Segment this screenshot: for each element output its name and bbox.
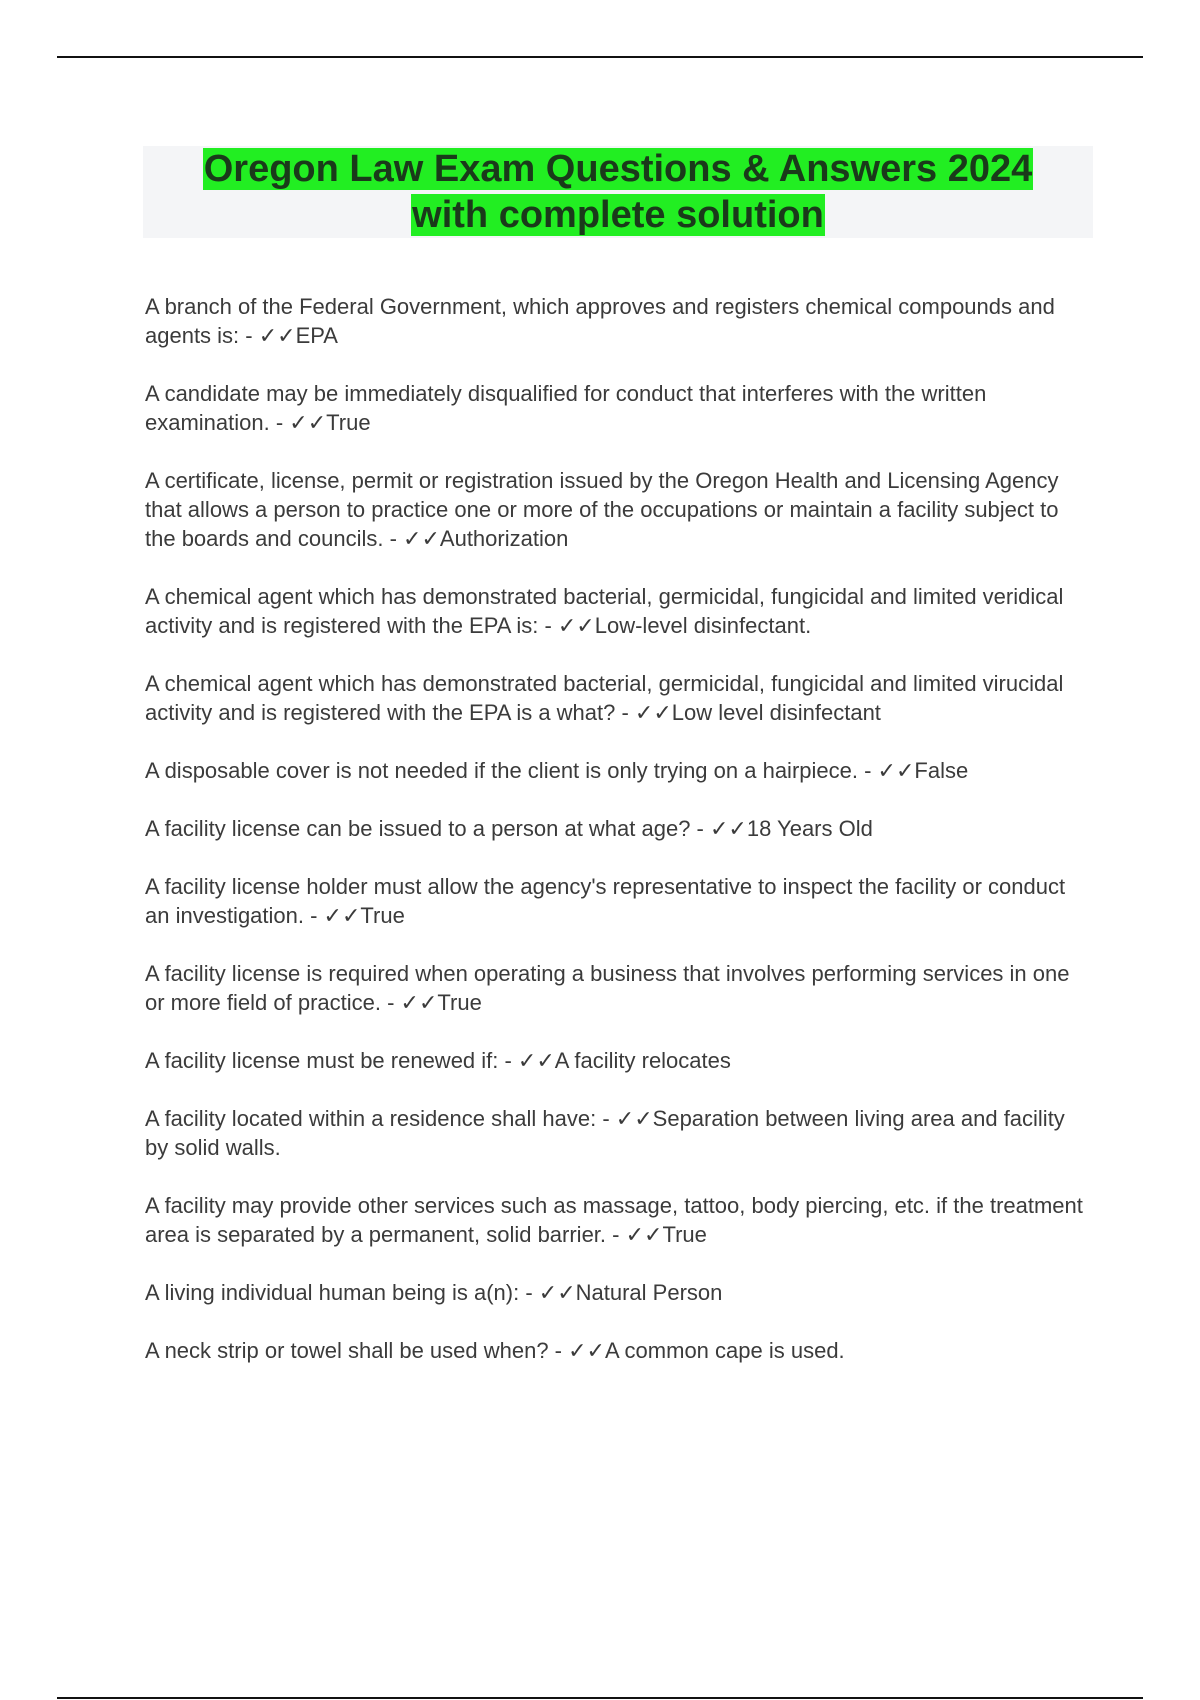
- bottom-rule: [57, 1697, 1143, 1699]
- qa-item: A facility located within a residence shall have: - ✓✓Separation between living area and facility by solid walls.: [145, 1106, 1065, 1160]
- title-line-2: with complete solution: [412, 194, 824, 236]
- qa-item: A chemical agent which has demonstrated bacterial, germicidal, fungicidal and limited veridical activity and is registered with the EPA is: - ✓✓Low-level disinfectant.: [145, 584, 1064, 638]
- qa-item: A certificate, license, permit or registration issued by the Oregon Health and Licensing Agency that allows a person to practice one or more of the occupations or maintain a facility subject to the boards and councils. - ✓✓Authorization: [145, 468, 1059, 551]
- qa-item: A facility license must be renewed if: - ✓✓A facility relocates: [145, 1048, 731, 1073]
- qa-item: A facility license can be issued to a person at what age? - ✓✓18 Years Old: [145, 816, 873, 841]
- top-rule: [57, 56, 1143, 58]
- qa-item: A disposable cover is not needed if the client is only trying on a hairpiece. - ✓✓False: [145, 758, 969, 783]
- qa-item: A chemical agent which has demonstrated bacterial, germicidal, fungicidal and limited virucidal activity and is registered with the EPA is a what? - ✓✓Low level disinfectant: [145, 671, 1064, 725]
- qa-list: [145, 292, 1085, 1394]
- qa-item: A living individual human being is a(n): - ✓✓Natural Person: [145, 1280, 723, 1305]
- qa-item: A neck strip or towel shall be used when? - ✓✓A common cape is used.: [145, 1338, 845, 1363]
- qa-item: A facility may provide other services such as massage, tattoo, body piercing, etc. if the treatment area is separated by a permanent, solid barrier. - ✓✓True: [145, 1193, 1083, 1247]
- qa-item: A candidate may be immediately disqualified for conduct that interferes with the written examination. - ✓✓True: [145, 381, 987, 435]
- qa-item: A branch of the Federal Government, which approves and registers chemical compounds and agents is: - ✓✓EPA: [145, 294, 1055, 348]
- title-block: [143, 146, 1093, 238]
- page-title: [143, 146, 1093, 238]
- title-line-1: Oregon Law Exam Questions & Answers 2024: [203, 148, 1033, 190]
- qa-item: A facility license is required when operating a business that involves performing services in one or more field of practice. - ✓✓True: [145, 961, 1070, 1015]
- qa-item: A facility license holder must allow the agency's representative to inspect the facility or conduct an investigation. - ✓✓True: [145, 874, 1066, 928]
